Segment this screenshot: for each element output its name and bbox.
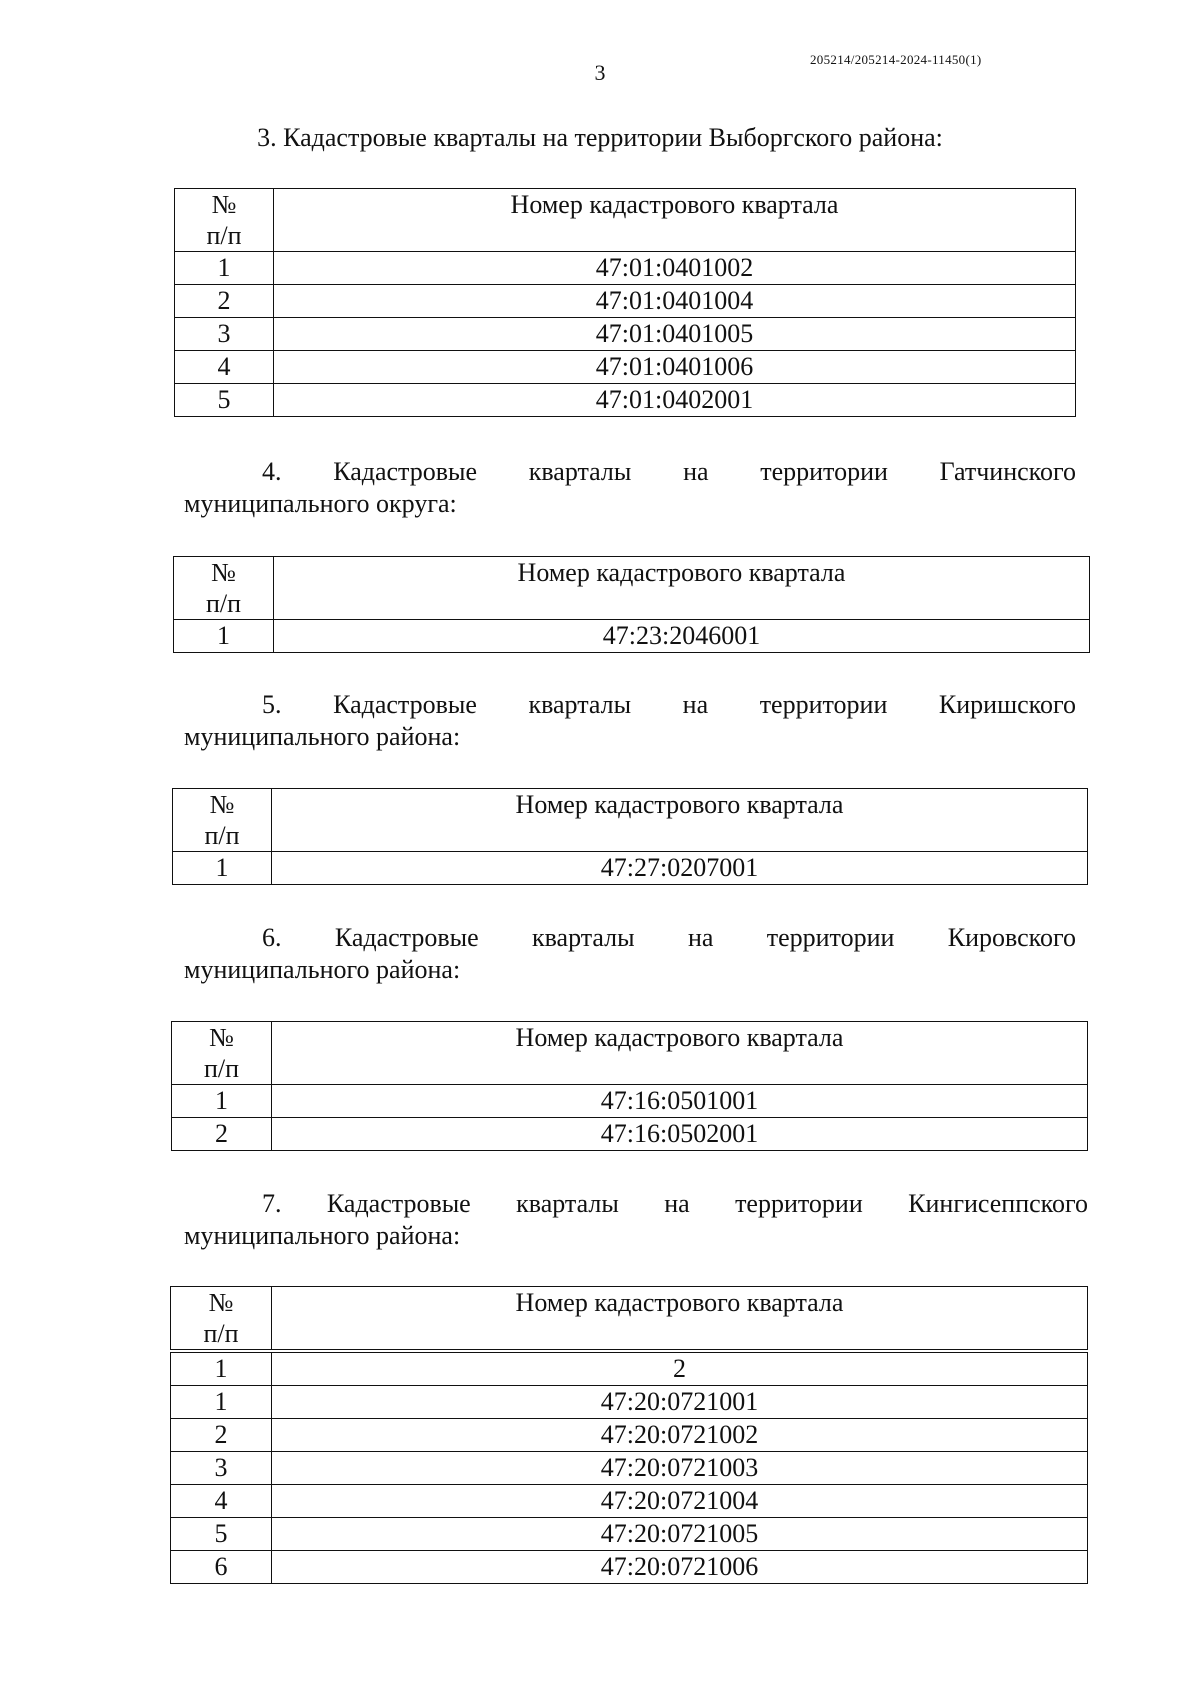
- table-row: 1 47:01:0401002: [175, 252, 1076, 285]
- column-number-row: 1 2: [171, 1351, 1088, 1386]
- table-row: 1 47:20:0721001: [171, 1386, 1088, 1419]
- col-header-number: № п/п: [172, 1022, 272, 1085]
- col-header-quarter: Номер кадастрового квартала: [274, 557, 1090, 620]
- table-row: 4 47:20:0721004: [171, 1485, 1088, 1518]
- table-row: 5 47:20:0721005: [171, 1518, 1088, 1551]
- col-header-quarter: Номер кадастрового квартала: [274, 189, 1076, 252]
- col-header-number: № п/п: [173, 789, 272, 852]
- page-number: 3: [594, 60, 606, 85]
- table-gatchina: [173, 556, 1090, 653]
- col-header-number: № п/п: [171, 1287, 272, 1352]
- table-row: 6 47:20:0721006: [171, 1551, 1088, 1584]
- section-heading-kirishi: 5. Кадастровые кварталы на территории Киришского муниципального района:: [184, 690, 1076, 751]
- table-row: 1 47:27:0207001: [173, 852, 1088, 885]
- section-heading-kirovsk: 6. Кадастровые кварталы на территории Кировского муниципального района:: [184, 923, 1076, 984]
- section-heading-kingisepp: 7. Кадастровые кварталы на территории Кингисеппского муниципального района:: [184, 1189, 1088, 1250]
- col-header-quarter: Номер кадастрового квартала: [272, 1287, 1088, 1352]
- col-header-number: № п/п: [175, 189, 274, 252]
- table-kirovsk: [171, 1021, 1088, 1151]
- section-heading-vyborg: 3. Кадастровые кварталы на территории Выборгского района:: [257, 123, 943, 152]
- table-kingisepp: [170, 1286, 1088, 1584]
- table-row: 1 47:16:0501001: [172, 1085, 1088, 1118]
- table-row: 2 47:16:0502001: [172, 1118, 1088, 1151]
- table-row: 5 47:01:0402001: [175, 384, 1076, 417]
- table-row: 2 47:01:0401004: [175, 285, 1076, 318]
- section-heading-gatchina: 4. Кадастровые кварталы на территории Гатчинского муниципального округа:: [184, 457, 1076, 518]
- table-row: 3 47:20:0721003: [171, 1452, 1088, 1485]
- table-row: 4 47:01:0401006: [175, 351, 1076, 384]
- col-header-quarter: Номер кадастрового квартала: [272, 1022, 1088, 1085]
- col-header-number: № п/п: [174, 557, 274, 620]
- col-header-quarter: Номер кадастрового квартала: [272, 789, 1088, 852]
- table-row: 2 47:20:0721002: [171, 1419, 1088, 1452]
- document-id: 205214/205214-2024-11450(1): [810, 52, 982, 67]
- table-row: 1 47:23:2046001: [174, 620, 1090, 653]
- table-vyborg: [174, 188, 1076, 417]
- table-kirishi: [172, 788, 1088, 885]
- table-row: 3 47:01:0401005: [175, 318, 1076, 351]
